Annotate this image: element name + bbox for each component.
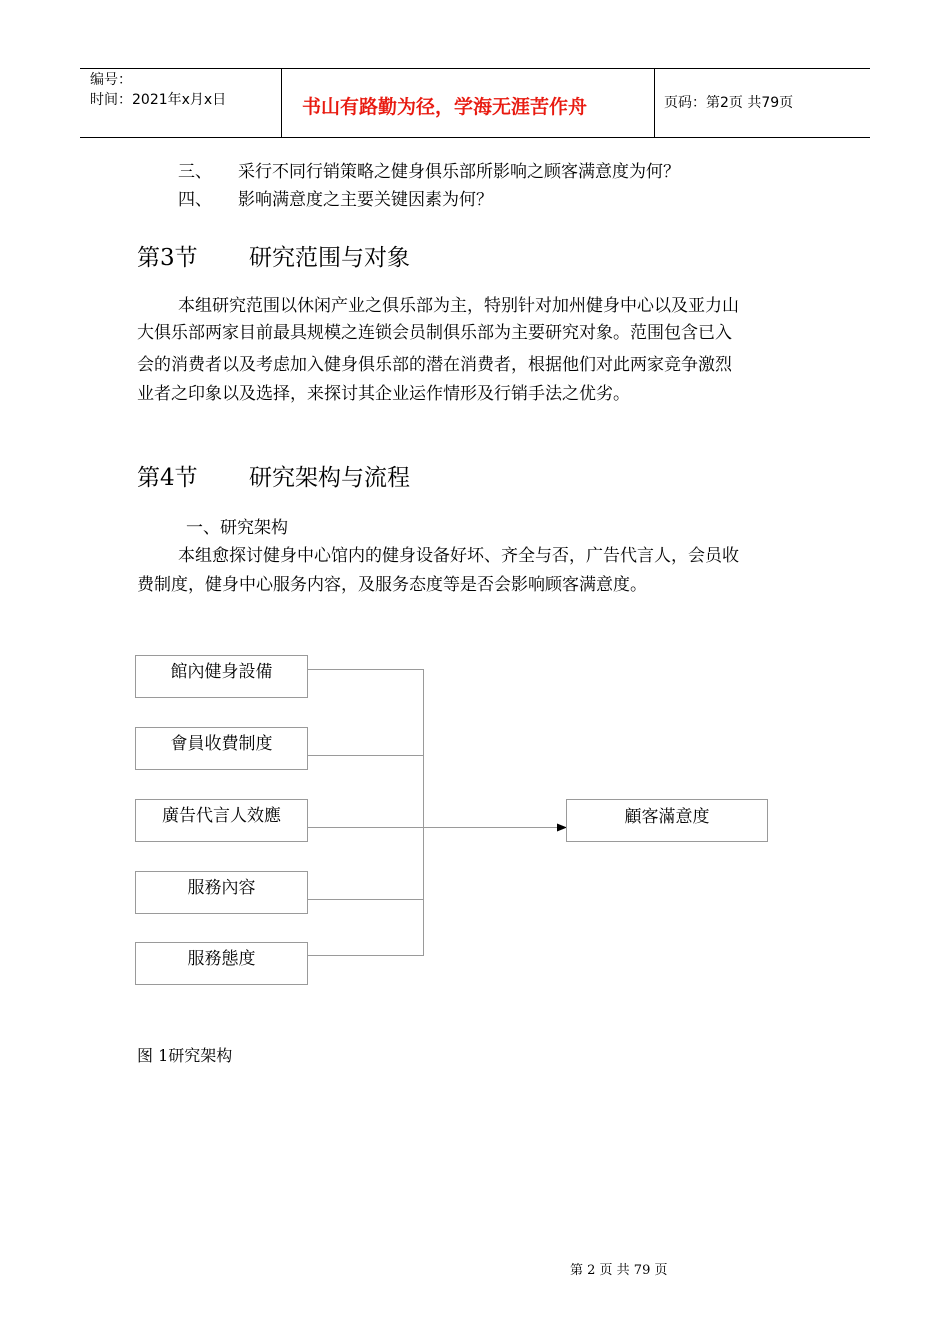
list-item-text: 采行不同行销策略之健身俱乐部所影响之顾客满意度为何？ bbox=[238, 162, 680, 182]
factor-box-service-content: 服務內容 bbox=[135, 871, 308, 914]
header-number-label: 编号： bbox=[90, 72, 132, 88]
paragraph-line: 业者之印象以及选择，来探讨其企业运作情形及行销手法之优劣。 bbox=[137, 384, 630, 404]
list-item-text: 影响满意度之主要关键因素为何？ bbox=[238, 190, 493, 210]
section-title: 研究范围与对象 bbox=[249, 245, 410, 271]
factor-box-spokesperson: 廣告代言人效應 bbox=[135, 799, 308, 842]
list-item-marker: 三、 bbox=[178, 162, 212, 182]
paragraph-line: 大俱乐部两家目前最具规模之连锁会员制俱乐部为主要研究对象。范围包含已入 bbox=[137, 323, 732, 343]
section-number: 第3节 bbox=[137, 245, 198, 271]
list-item-marker: 四、 bbox=[178, 190, 212, 210]
paragraph-line: 本组研究范围以休闲产业之俱乐部为主，特别针对加州健身中心以及亚力山 bbox=[178, 296, 739, 316]
factor-box-equipment: 館內健身設備 bbox=[135, 655, 308, 698]
factor-box-service-attitude: 服務態度 bbox=[135, 942, 308, 985]
factor-box-fees: 會員收費制度 bbox=[135, 727, 308, 770]
header-page-label: 页码：第2页 共79页 bbox=[664, 95, 794, 111]
subheading: 一、研究架构 bbox=[186, 518, 288, 538]
section-title: 研究架构与流程 bbox=[249, 465, 410, 491]
header-motto: 书山有路勤为径，学海无涯苦作舟 bbox=[302, 96, 588, 118]
paragraph-line: 会的消费者以及考虑加入健身俱乐部的潜在消费者，根据他们对此两家竞争激烈 bbox=[137, 355, 732, 375]
section-number: 第4节 bbox=[137, 465, 198, 491]
header-time-label: 时间：2021年x月x日 bbox=[90, 92, 227, 108]
paragraph-line: 本组愈探讨健身中心馆内的健身设备好坏、齐全与否，广告代言人，会员收 bbox=[178, 546, 739, 566]
outcome-box-satisfaction: 顧客滿意度 bbox=[566, 799, 768, 842]
figure-caption: 图 1研究架构 bbox=[137, 1046, 233, 1065]
page-footer: 第 2 页 共 79 页 bbox=[570, 1263, 668, 1278]
paragraph-line: 费制度，健身中心服务内容，及服务态度等是否会影响顾客满意度。 bbox=[137, 575, 647, 595]
